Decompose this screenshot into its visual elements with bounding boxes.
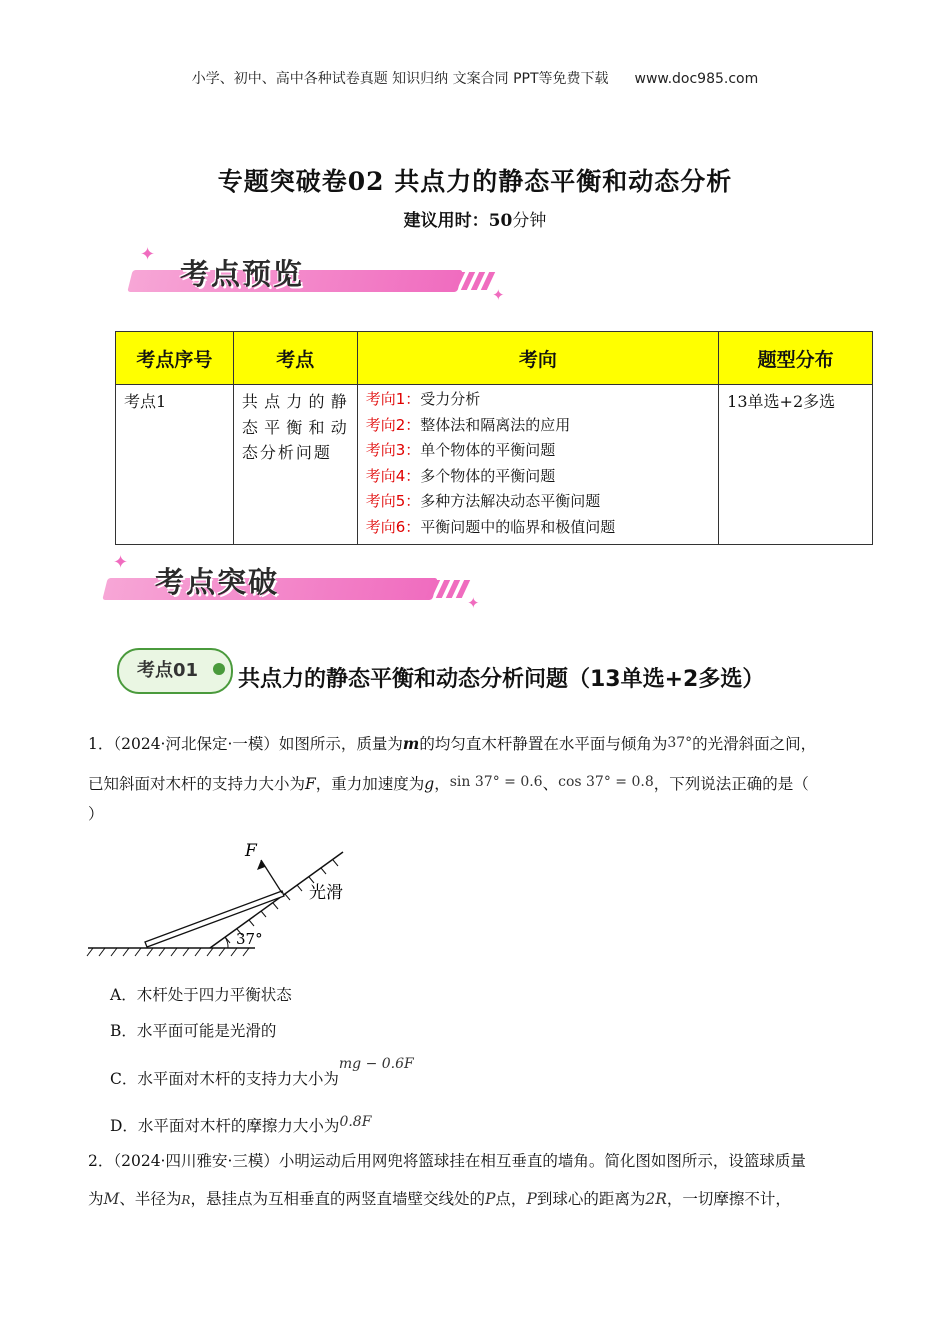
table-header-row: [116, 332, 873, 385]
question-2: [88, 1142, 868, 1219]
q1-line3: ）: [88, 805, 104, 823]
table-header: 考向: [357, 332, 718, 385]
smooth-label: 光滑: [309, 883, 343, 903]
q2-line1: 2．（2024·四川雅安·三模）小明运动后用网兜将篮球挂在相互垂直的墙角。简化图如图所示，设篮球质量: [88, 1152, 806, 1170]
direction-item: 考向2：整体法和隔离法的应用: [365, 415, 571, 434]
q1-line1: 1．（2024·河北保定·一模）如图所示，质量为m的均匀直木杆静置在水平面与倾角为37°的光滑斜面之间，: [88, 734, 817, 753]
section-badge: [117, 648, 233, 694]
sparkle-icon: ✦: [113, 552, 129, 573]
q1-option-b[interactable]: B．水平面可能是光滑的: [110, 1022, 277, 1040]
page-header: [0, 68, 950, 88]
suggested-time-label: 建议用时：: [403, 211, 489, 231]
page-title: 专题突破卷02 共点力的静态平衡和动态分析: [217, 167, 733, 196]
section-title: 共点力的静态平衡和动态分析问题（13单选+2多选）: [238, 667, 765, 692]
badge-dot-icon: [213, 663, 225, 675]
table-row: [116, 385, 873, 545]
table-header: 考点: [233, 332, 357, 385]
angle-label: 37°: [236, 930, 263, 948]
banner-preview: [110, 244, 510, 314]
q1-option-d[interactable]: D．水平面对木杆的摩擦力大小为0.8F: [110, 1114, 372, 1135]
cell-distribution: 13单选+2多选: [719, 385, 873, 545]
header-url[interactable]: www.doc985.com: [634, 71, 759, 87]
section-badge-text: 考点01: [137, 660, 199, 681]
q1-line2: 已知斜面对木杆的支持力大小为F，重力加速度为g，sin 37° = 0.6、cos 37° = 0.8，下列说法正确的是（: [88, 774, 809, 793]
incline-figure: [85, 838, 355, 963]
sparkle-icon: ✦: [467, 594, 480, 612]
sparkle-icon: ✦: [140, 244, 156, 265]
direction-item: 考向5：多种方法解决动态平衡问题: [365, 492, 601, 510]
table-header: 考点序号: [116, 332, 234, 385]
direction-item: 考向3：单个物体的平衡问题: [365, 441, 556, 459]
force-label: F: [245, 841, 257, 861]
cell-id: 考点1: [116, 385, 234, 545]
q1-option-a[interactable]: A．木杆处于四力平衡状态: [110, 986, 292, 1004]
banner-breakthrough: [85, 552, 485, 622]
direction-item: 考向6：平衡问题中的临界和极值问题: [365, 517, 616, 536]
suggested-time-unit: 分钟: [512, 211, 547, 231]
topic-table: [115, 331, 873, 545]
cell-directions: [357, 385, 718, 545]
direction-item: 考向4：多个物体的平衡问题: [365, 466, 556, 485]
sparkle-icon: ✦: [492, 286, 505, 304]
direction-item: 考向1：受力分析: [365, 390, 481, 408]
question-1: [88, 724, 868, 825]
banner-preview-text: 考点预览: [180, 257, 305, 291]
banner-breakthrough-text: 考点突破: [155, 565, 280, 599]
header-text: 小学、初中、高中各种试卷真题 知识归纳 文案合同 PPT等免费下载: [191, 71, 609, 87]
q1-option-c[interactable]: C．水平面对木杆的支持力大小为mg − 0.6F: [110, 1056, 414, 1088]
table-header: 题型分布: [719, 332, 873, 385]
suggested-time-value: 50: [488, 211, 513, 231]
suggested-time: [0, 206, 950, 231]
cell-topic: 共点力的静态平衡和动态分析问题: [233, 385, 357, 545]
q2-line2: 为M、半径为R，悬挂点为互相垂直的两竖直墙壁交线处的P点，P到球心的距离为2R，一切摩擦不计，: [88, 1190, 791, 1208]
